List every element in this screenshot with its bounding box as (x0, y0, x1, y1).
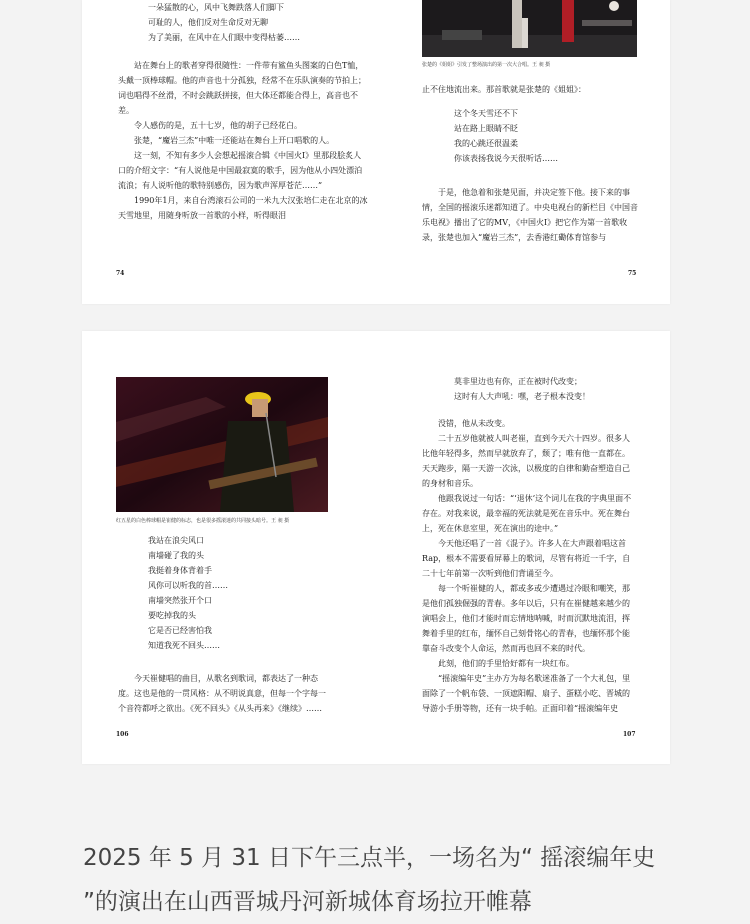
page-74-text (118, 0, 368, 223)
concert-photo-cuijian (116, 377, 328, 512)
verse-line: 站在路上眼睛不眨 (454, 124, 518, 133)
paragraph: 站在舞台上的歌者穿得很随性：一件带有鲨鱼头图案的白色T恤，头戴一顶棒球帽。他的声音也十分孤独，经常不在乐队演奏的节拍上；词也唱得不丝滑，不时会跳跃拼接，但大体还都能合得上，高音也不差。 (118, 61, 366, 115)
verse-line: 知道我死不回头…… (148, 641, 220, 650)
concert-photo-zhangchu (422, 0, 637, 57)
page-number-74: 74 (116, 270, 125, 277)
verse-line: 可耻的人，他们反对生命反对无聊 (148, 18, 268, 27)
paragraph: 二十五岁他就被人叫老崔，直到今天六十四岁。很多人比他年轻得多，然而早就放弃了，颓了；唯有他一直都在。天天跑步，隔一天游一次泳，以极度的自律和勤奋塑造自己的身材和音乐。 (422, 434, 630, 488)
page-number-107: 107 (623, 731, 636, 738)
verse-line: 为了美丽，在风中在人们眼中变得枯萎…… (148, 33, 300, 42)
verse-line: 这个冬天雪还不下 (454, 109, 518, 118)
verse-line: 我挺着身体背着手 (148, 566, 212, 575)
book-spread-1 (82, 0, 670, 304)
verse-line: 南墙突然张开个口 (148, 596, 212, 605)
verse-line: 我站在浪尖风口 (148, 536, 204, 545)
paragraph: 于是，他急着和张楚见面，并决定签下他。接下来的事情，全国的摇滚乐迷都知道了。中央电视台的新栏目《中国音乐电视》播出了它的MV，《中国火Ⅰ》把它作为第一首歌收录，张楚也加入“魔岩三杰”，去香港红磡体育馆参与 (422, 188, 638, 242)
photo-caption: 张楚的《姐姐》引发了整场演出的第一次大合唱。王 昶 摄 (422, 62, 551, 68)
paragraph: 今天崔健唱的曲目，从歌名到歌词，都表达了一种态度。这也是他的一贯风格：从不明说真意，但每一个字每一个音符都呼之欲出。《死不回头》《从头再来》《继续》…… (118, 674, 326, 713)
verse-line: 要吃掉我的头 (148, 611, 196, 620)
verse-line: 莫非里边也有你，正在被时代改变； (454, 377, 582, 386)
verse-line: 它是否已经害怕我 (148, 626, 212, 635)
page-106-verse (118, 533, 330, 653)
paragraph: 每一个听崔健的人，都或多或少遭遇过冷眼和嘲笑，那是他们孤独倔强的青春。多年以后，只有在崔健越来越少的演唱会上，他们才能时而忘情地呐喊，时而沉默地流泪，挥舞着手里的红布，缅怀自己刻骨铭心的青春，也缅怀那个能靠奋斗改变个人命运，然而再也回不来的时代。 (422, 584, 630, 653)
verse-line: 这时有人大声吼：嘿，老子根本没变！ (454, 392, 590, 401)
verse-line: 你该表扬我说今天很听话…… (454, 154, 558, 163)
paragraph: 没错，他从未改变。 (438, 419, 510, 428)
page-106-text (118, 533, 330, 716)
paragraph: 今天他还唱了一首《混子》。许多人在大声跟着唱这首Rap，根本不需要看屏幕上的歌词，尽管有将近一千字，自二十七年前第一次听到他们背诵至今。 (422, 539, 631, 578)
paragraph: 此刻，他们的手里恰好都有一块红布。 (438, 659, 574, 668)
paragraph: 他跟我说过一句话：“‘退休’这个词儿在我的字典里面不存在。对我来说，最幸福的死法就是死在音乐中。死在舞台上，死在休息室里，死在演出的途中。” (422, 494, 632, 533)
verse-line: 南墙碰了我的头 (148, 551, 204, 560)
paragraph: 1990年1月，来自台湾滚石公司的一米九大汉张培仁走在北京的冰天雪地里，用随身听放一首歌的小样，听得眼泪 (118, 196, 368, 220)
page-75-text (422, 82, 638, 245)
paragraph: “摇滚编年史”主办方为每名歌迷准备了一个大礼包，里面除了一个帆布袋、一顶遮阳帽、扇子、蛋糕小吃、晋城的导游小手册等物，还有一块手帕。正面印着“摇滚编年史 (422, 674, 631, 713)
paragraph: 这一刻，不知有多少人会想起摇滚合辑《中国火Ⅰ》里那段脍炙人口的介绍文字：“有人说他是中国最寂寞的歌手，因为他从小四处漂泊流浪；有人说听他的歌特别感伤，因为歌声浑厚苍茫……” (118, 151, 363, 190)
verse-line: 风你可以听我的首…… (148, 581, 228, 590)
book-spread-2 (82, 331, 670, 764)
article-text: 2025 年 5 月 31 日下午三点半，一场名为“ 摇滚编年史 ”的演出在山西晋城丹河新城体育场拉开帷幕 (83, 845, 656, 915)
verse-line: 一朵猛散的心，风中飞舞跌落人们脚下 (148, 3, 284, 12)
page-107-text (422, 374, 636, 716)
paragraph: 令人感伤的是，五十七岁，他的胡子已经花白。 (134, 121, 302, 130)
page-number-75: 75 (628, 270, 637, 277)
page-number-106: 106 (116, 731, 129, 738)
page-74-verse (118, 0, 368, 45)
paragraph: 止不住地流出来。那首歌就是张楚的《姐姐》： (422, 85, 586, 94)
verse-line: 我的心跳还很温柔 (454, 139, 518, 148)
page-75-verse (422, 106, 638, 166)
photo-caption: 红五星的白色棒球帽是崔健的标志，也是很多摇滚迷的共同接头暗号。王 昶 摄 (116, 518, 290, 524)
paragraph: 张楚，“魔岩三杰”中唯一还能站在舞台上开口唱歌的人。 (134, 136, 335, 145)
page-107-verse (422, 374, 636, 404)
